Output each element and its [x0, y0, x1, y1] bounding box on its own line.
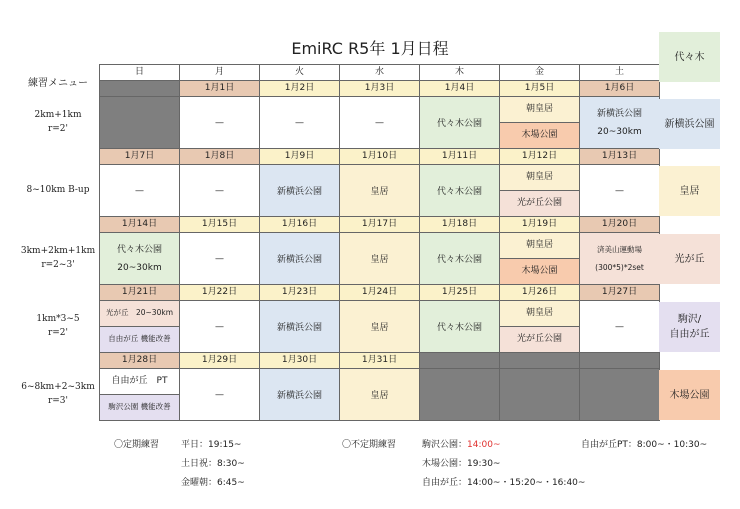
day-header: 月: [180, 65, 260, 81]
date-cell: 1月15日: [180, 217, 260, 233]
schedule-entry: 済美山運動場: [597, 244, 642, 254]
calendar-table: [99, 64, 660, 421]
date-cell: [500, 353, 580, 369]
schedule-cell: [420, 301, 500, 353]
date-cell: 1月13日: [580, 149, 660, 165]
schedule-entry: —: [295, 117, 304, 128]
schedule-entry: —: [375, 117, 384, 128]
menu-line: r=2~3': [41, 260, 75, 270]
schedule-cell: [180, 165, 260, 217]
irregular-practice-times: [422, 436, 585, 493]
date-cell: 1月9日: [260, 149, 340, 165]
schedule-cell: [580, 233, 660, 285]
date-cell: 1月20日: [580, 217, 660, 233]
schedule-cell: [420, 165, 500, 217]
menu-label: [18, 300, 98, 352]
schedule-cell: [580, 369, 660, 421]
schedule-entry: —: [615, 185, 624, 196]
schedule-cell: [340, 233, 420, 285]
schedule-cell: [420, 233, 500, 285]
date-cell: 1月5日: [500, 81, 580, 97]
day-header: 土: [580, 65, 660, 81]
date-cell: 1月3日: [340, 81, 420, 97]
date-cell: 1月14日: [100, 217, 180, 233]
date-cell: 1月4日: [420, 81, 500, 97]
date-cell: 1月11日: [420, 149, 500, 165]
schedule-entry: 代々木公園: [436, 323, 482, 333]
date-cell: 1月25日: [420, 285, 500, 301]
schedule-cell: [500, 301, 580, 353]
day-header: 水: [340, 65, 420, 81]
schedule-cell: [500, 233, 580, 285]
schedule-cell: [100, 233, 180, 285]
schedule-cell: [340, 97, 420, 149]
schedule-entry: —: [215, 185, 224, 196]
regular-line: 土日祝：8:30~: [181, 459, 245, 469]
schedule-entry: 新横浜公園: [276, 391, 322, 401]
date-cell: 1月2日: [260, 81, 340, 97]
date-cell: 1月29日: [180, 353, 260, 369]
komazawa-label: 駒沢公園：: [422, 440, 468, 450]
regular-practice-times: [181, 436, 245, 493]
legend-item: 皇居: [659, 166, 720, 216]
legend-item: 光が丘: [659, 234, 720, 284]
regular-line: 金曜朝：6:45~: [181, 478, 245, 488]
menu-line: 8~10km B-up: [26, 184, 90, 195]
schedule-sub-entry: 駒沢公園 機能改善: [100, 395, 179, 420]
menu-line: r=2': [47, 124, 69, 134]
date-cell: 1月1日: [180, 81, 260, 97]
date-cell: 1月6日: [580, 81, 660, 97]
schedule-entry: (300*5)*2set: [595, 262, 644, 272]
schedule-cell: [100, 301, 180, 353]
schedule-entry: 代々木公園: [436, 119, 482, 129]
schedule-entry: 皇居: [370, 323, 389, 333]
day-header: 金: [500, 65, 580, 81]
legend-item: 木場公園: [659, 370, 720, 420]
legend-item: 駒沢/ 自由が丘: [659, 302, 720, 352]
schedule-sub-entry: 木場公園: [500, 123, 579, 148]
schedule-sub-entry: 木場公園: [500, 259, 579, 284]
date-cell: [100, 81, 180, 97]
date-cell: [420, 353, 500, 369]
komazawa-time: 14:00~: [467, 440, 501, 450]
schedule-cell: [180, 233, 260, 285]
schedule-cell: [180, 97, 260, 149]
schedule-cell: [180, 369, 260, 421]
date-cell: 1月16日: [260, 217, 340, 233]
date-cell: 1月21日: [100, 285, 180, 301]
kiba-line: 木場公園：19:30~: [422, 459, 501, 469]
schedule-entry: 代々木公園: [436, 255, 482, 265]
schedule-cell: [260, 369, 340, 421]
schedule-entry: 20~30km: [117, 262, 162, 273]
schedule-cell: [580, 301, 660, 353]
schedule-entry: 新横浜公園: [276, 323, 322, 333]
schedule-sub-entry: 朝皇居: [500, 233, 579, 259]
schedule-entry: 新横浜公園: [276, 255, 322, 265]
schedule-cell: [260, 301, 340, 353]
schedule-cell: [420, 97, 500, 149]
date-cell: 1月28日: [100, 353, 180, 369]
menu-label: [18, 164, 98, 216]
schedule-entry: —: [215, 253, 224, 264]
schedule-sub-entry: 光が丘公園: [500, 191, 579, 216]
schedule-cell: [500, 369, 580, 421]
legend-item: 新横浜公園: [659, 99, 720, 149]
menu-line: 3km+2km+1km: [20, 245, 96, 256]
schedule-sub-entry: 朝皇居: [500, 301, 579, 327]
date-cell: [580, 353, 660, 369]
date-cell: 1月12日: [500, 149, 580, 165]
menu-line: 2km+1km: [34, 109, 82, 120]
jiyugaoka-line: 自由が丘：14:00~・15:20~・16:40~: [422, 478, 586, 488]
day-header: 木: [420, 65, 500, 81]
schedule-cell: [100, 165, 180, 217]
schedule-cell: [260, 165, 340, 217]
schedule-cell: [580, 97, 660, 149]
date-cell: 1月18日: [420, 217, 500, 233]
date-cell: 1月7日: [100, 149, 180, 165]
menu-line: 6~8km+2~3km: [21, 381, 95, 392]
date-cell: 1月24日: [340, 285, 420, 301]
schedule-entry: 皇居: [370, 255, 389, 265]
schedule-entry: 皇居: [370, 187, 389, 197]
date-cell: 1月23日: [260, 285, 340, 301]
menu-header: 練習メニュー: [28, 78, 88, 89]
schedule-cell: [100, 369, 180, 421]
date-cell: 1月27日: [580, 285, 660, 301]
date-cell: 1月10日: [340, 149, 420, 165]
date-cell: 1月31日: [340, 353, 420, 369]
schedule-cell: [100, 97, 180, 149]
schedule-entry: —: [215, 321, 224, 332]
schedule-sub-entry: 自由が丘 機能改善: [100, 327, 179, 352]
menu-line: r=3': [47, 396, 69, 406]
schedule-entry: 新横浜公園: [596, 108, 642, 119]
pt-times: 自由が丘PT：8:00~・10:30~: [581, 440, 708, 450]
schedule-entry: 皇居: [370, 391, 389, 401]
date-cell: 1月8日: [180, 149, 260, 165]
schedule-entry: —: [615, 321, 624, 332]
schedule-sub-entry: 自由が丘 PT: [100, 369, 179, 395]
schedule-cell: [340, 301, 420, 353]
day-header: 日: [100, 65, 180, 81]
schedule-sub-entry: 光が丘 20~30km: [100, 301, 179, 327]
schedule-cell: [180, 301, 260, 353]
schedule-sub-entry: 朝皇居: [500, 97, 579, 123]
schedule-cell: [260, 233, 340, 285]
date-cell: 1月26日: [500, 285, 580, 301]
schedule-entry: 代々木公園: [116, 244, 162, 255]
irregular-practice-title: 〇不定期練習: [342, 440, 397, 450]
page-title: EmiRC R5年 1月日程: [291, 39, 449, 58]
schedule-entry: 20~30km: [597, 126, 642, 137]
regular-line: 平日：19:15~: [181, 440, 242, 450]
date-cell: 1月30日: [260, 353, 340, 369]
menu-line: 1km*3~5: [36, 313, 80, 324]
schedule-cell: [340, 165, 420, 217]
schedule-cell: [260, 97, 340, 149]
date-cell: 1月22日: [180, 285, 260, 301]
date-cell: 1月17日: [340, 217, 420, 233]
day-header: 火: [260, 65, 340, 81]
schedule-cell: [340, 369, 420, 421]
regular-practice-title: 〇定期練習: [114, 440, 160, 450]
schedule-cell: [500, 165, 580, 217]
schedule-entry: —: [215, 389, 224, 400]
menu-label: [18, 232, 98, 284]
menu-label: [18, 368, 98, 420]
schedule-cell: [580, 165, 660, 217]
schedule-cell: [500, 97, 580, 149]
schedule-entry: —: [215, 117, 224, 128]
menu-line: r=2': [47, 328, 69, 338]
schedule-sub-entry: 光が丘公園: [500, 327, 579, 352]
komazawa-line: [422, 436, 585, 455]
legend-item: 代々木: [659, 32, 720, 82]
schedule-entry: —: [135, 185, 144, 196]
menu-label: [18, 96, 98, 148]
schedule-sub-entry: 朝皇居: [500, 165, 579, 191]
date-cell: 1月19日: [500, 217, 580, 233]
schedule-entry: 代々木公園: [436, 187, 482, 197]
schedule-cell: [420, 369, 500, 421]
schedule-entry: 新横浜公園: [276, 187, 322, 197]
